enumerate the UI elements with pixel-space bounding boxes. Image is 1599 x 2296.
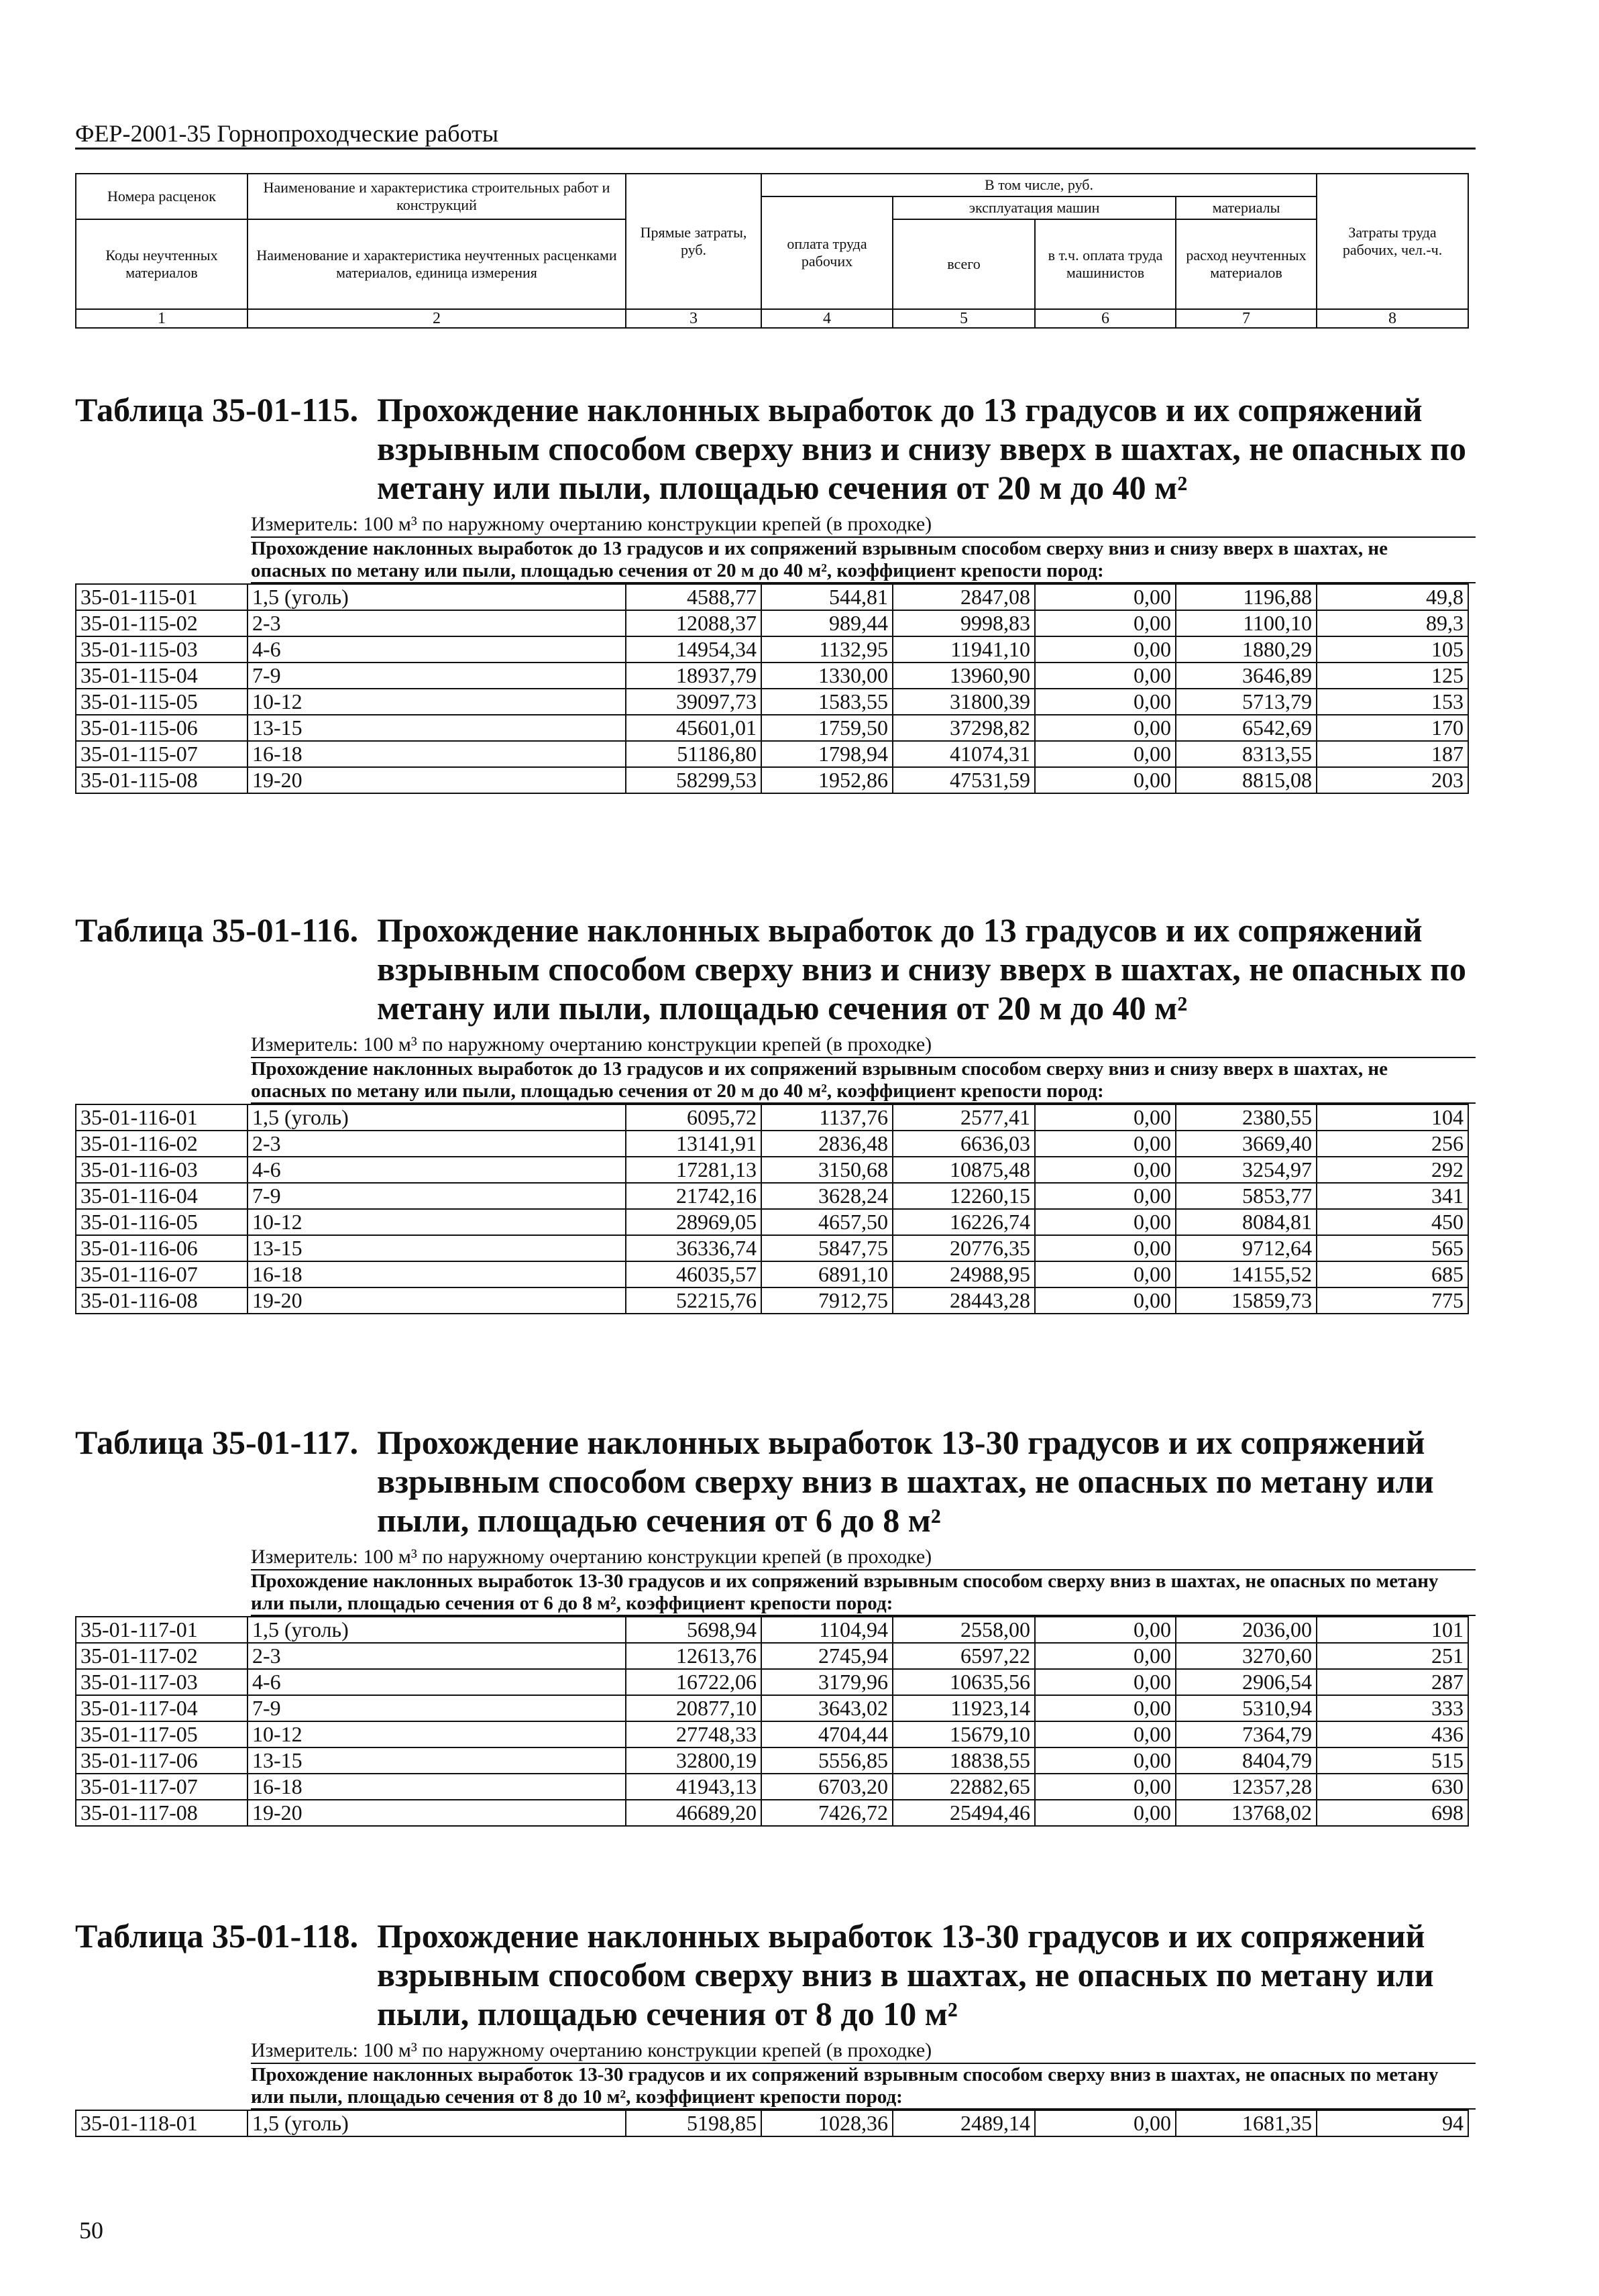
rate-code: 35-01-115-01 [76,584,247,610]
cost-value: 36336,74 [626,1235,761,1261]
cost-value: 1132,95 [761,636,893,663]
cost-value: 10875,48 [893,1157,1035,1183]
cost-value: 21742,16 [626,1183,761,1209]
table-title [75,911,1476,1027]
table-row [76,1131,1468,1157]
cost-value: 46689,20 [626,1800,761,1826]
cost-value: 6095,72 [626,1104,761,1131]
work-description: Прохождение наклонных выработок до 13 градусов и их сопряжений взрывным способом сверху вниз и снизу вверх в шахтах, не опасных по метану или пыли, площадью сечения от 20 м до 40 м², коэффициент крепости пород: [251,1058,1476,1104]
col-num: 6 [1035,309,1176,328]
cost-value: 47531,59 [893,767,1035,793]
rate-code: 35-01-116-07 [76,1261,247,1287]
col-materials: материалы [1176,196,1317,219]
cost-value: 8084,81 [1176,1209,1317,1235]
cost-value: 7912,75 [761,1287,893,1314]
cost-value: 3270,60 [1176,1643,1317,1669]
table-title [75,390,1476,507]
cost-value: 49,8 [1317,584,1468,610]
rate-code: 35-01-117-02 [76,1643,247,1669]
cost-value: 0,00 [1035,1104,1176,1131]
cost-value: 5198,85 [626,2110,761,2136]
table-label: Таблица 35-01-116. [75,911,359,949]
cost-value: 16722,06 [626,1669,761,1695]
cost-value: 3669,40 [1176,1131,1317,1157]
rate-code: 35-01-117-04 [76,1695,247,1721]
col-machines-total: всего [893,219,1035,309]
rock-hardness: 2-3 [247,610,626,636]
cost-value: 16226,74 [893,1209,1035,1235]
cost-value: 7364,79 [1176,1721,1317,1747]
cost-value: 9712,64 [1176,1235,1317,1261]
cost-value: 20877,10 [626,1695,761,1721]
table-row [76,767,1468,793]
rates-table [75,583,1469,794]
cost-value: 1952,86 [761,767,893,793]
col-direct: Прямые затраты, руб. [626,174,761,309]
col-machines-incl: в т.ч. оплата труда машинистов [1035,219,1176,309]
cost-value: 14954,34 [626,636,761,663]
table-row [76,1669,1468,1695]
cost-value: 39097,73 [626,689,761,715]
col-num: 3 [626,309,761,328]
work-description: Прохождение наклонных выработок 13-30 градусов и их сопряжений взрывным способом сверху вниз в шахтах, не опасных по метану или пыли, площадью сечения от 8 до 10 м², коэффициент крепости пород: [251,2064,1476,2110]
cost-value: 17281,13 [626,1157,761,1183]
cost-value: 6703,20 [761,1774,893,1800]
table-label: Таблица 35-01-117. [75,1424,359,1461]
cost-value: 0,00 [1035,1157,1176,1183]
table-label: Таблица 35-01-118. [75,1917,359,1955]
cost-value: 0,00 [1035,1261,1176,1287]
cost-value: 0,00 [1035,741,1176,767]
table-title [75,1423,1476,1540]
cost-value: 187 [1317,741,1468,767]
cost-value: 12613,76 [626,1643,761,1669]
cost-value: 14155,52 [1176,1261,1317,1287]
rate-code: 35-01-118-01 [76,2110,247,2136]
cost-value: 0,00 [1035,1669,1176,1695]
cost-value: 1681,35 [1176,2110,1317,2136]
cost-value: 0,00 [1035,1747,1176,1774]
cost-value: 3646,89 [1176,663,1317,689]
table-row [76,1157,1468,1183]
rock-hardness: 10-12 [247,1209,626,1235]
col-num: 5 [893,309,1035,328]
rate-code: 35-01-116-06 [76,1235,247,1261]
cost-value: 153 [1317,689,1468,715]
page-number: 50 [79,2217,103,2244]
rate-code: 35-01-115-07 [76,741,247,767]
rate-code: 35-01-117-06 [76,1747,247,1774]
cost-value: 22882,65 [893,1774,1035,1800]
cost-value: 4657,50 [761,1209,893,1235]
cost-value: 12357,28 [1176,1774,1317,1800]
cost-value: 436 [1317,1721,1468,1747]
cost-value: 105 [1317,636,1468,663]
measure-unit: Измеритель: 100 м³ по наружному очертанию конструкции крепей (в проходке) [251,1545,1476,1570]
table-label: Таблица 35-01-115. [75,391,359,428]
table-row [76,584,1468,610]
rock-hardness: 7-9 [247,1695,626,1721]
cost-value: 1880,29 [1176,636,1317,663]
cost-value: 2489,14 [893,2110,1035,2136]
cost-value: 251 [1317,1643,1468,1669]
rock-hardness: 13-15 [247,1235,626,1261]
cost-value: 37298,82 [893,715,1035,741]
col-num: 7 [1176,309,1317,328]
work-description: Прохождение наклонных выработок до 13 градусов и их сопряжений взрывным способом сверху вниз и снизу вверх в шахтах, не опасных по метану или пыли, площадью сечения от 20 м до 40 м², коэффициент крепости пород: [251,538,1476,583]
cost-value: 685 [1317,1261,1468,1287]
table-row [76,1800,1468,1826]
cost-value: 450 [1317,1209,1468,1235]
cost-value: 101 [1317,1617,1468,1643]
cost-value: 24988,95 [893,1261,1035,1287]
rock-hardness: 1,5 (уголь) [247,1104,626,1131]
rates-table [75,2110,1469,2137]
rate-code: 35-01-116-08 [76,1287,247,1314]
cost-value: 25494,46 [893,1800,1035,1826]
cost-value: 11923,14 [893,1695,1035,1721]
cost-value: 51186,80 [626,741,761,767]
page-header [75,119,1476,150]
cost-value: 203 [1317,767,1468,793]
cost-value: 104 [1317,1104,1468,1131]
rate-code: 35-01-117-01 [76,1617,247,1643]
cost-value: 0,00 [1035,636,1176,663]
cost-value: 5713,79 [1176,689,1317,715]
cost-value: 27748,33 [626,1721,761,1747]
table-row [76,715,1468,741]
rock-hardness: 2-3 [247,1131,626,1157]
column-header-table [75,173,1469,329]
col-incl: В том числе, руб. [761,174,1317,196]
cost-value: 12088,37 [626,610,761,636]
cost-value: 28969,05 [626,1209,761,1235]
rock-hardness: 2-3 [247,1643,626,1669]
rate-code: 35-01-116-05 [76,1209,247,1235]
cost-value: 5847,75 [761,1235,893,1261]
rate-code: 35-01-117-07 [76,1774,247,1800]
rock-hardness: 19-20 [247,1287,626,1314]
col-num: 4 [761,309,893,328]
cost-value: 6597,22 [893,1643,1035,1669]
cost-value: 13141,91 [626,1131,761,1157]
col-labor-pay: оплата труда рабочих [761,196,893,309]
cost-value: 1028,36 [761,2110,893,2136]
table-title [75,1916,1476,2033]
table-row [76,1721,1468,1747]
col-name-top: Наименование и характеристика строительных работ и конструкций [247,174,626,219]
cost-value: 0,00 [1035,1183,1176,1209]
rate-code: 35-01-115-03 [76,636,247,663]
cost-value: 2847,08 [893,584,1035,610]
table-title-text: Прохождение наклонных выработок до 13 градусов и их сопряжений взрывным способом сверху вниз и снизу вверх в шахтах, не опасных по метану или пыли, площадью сечения от 20 м до 40 м² [377,391,1466,506]
cost-value: 565 [1317,1235,1468,1261]
rate-code: 35-01-116-03 [76,1157,247,1183]
rock-hardness: 4-6 [247,1669,626,1695]
cost-value: 13768,02 [1176,1800,1317,1826]
table-section-116 [75,911,1476,1314]
cost-value: 94 [1317,2110,1468,2136]
cost-value: 5556,85 [761,1747,893,1774]
cost-value: 170 [1317,715,1468,741]
cost-value: 333 [1317,1695,1468,1721]
rock-hardness: 10-12 [247,1721,626,1747]
cost-value: 20776,35 [893,1235,1035,1261]
cost-value: 4588,77 [626,584,761,610]
cost-value: 52215,76 [626,1287,761,1314]
table-row [76,689,1468,715]
cost-value: 31800,39 [893,689,1035,715]
cost-value: 125 [1317,663,1468,689]
rate-code: 35-01-116-01 [76,1104,247,1131]
cost-value: 698 [1317,1800,1468,1826]
col-materials-sub: расход неучтенных материалов [1176,219,1317,309]
rate-code: 35-01-115-05 [76,689,247,715]
cost-value: 32800,19 [626,1747,761,1774]
cost-value: 0,00 [1035,663,1176,689]
rock-hardness: 1,5 (уголь) [247,1617,626,1643]
cost-value: 0,00 [1035,1695,1176,1721]
cost-value: 287 [1317,1669,1468,1695]
cost-value: 2906,54 [1176,1669,1317,1695]
rock-hardness: 7-9 [247,1183,626,1209]
cost-value: 11941,10 [893,636,1035,663]
table-row [76,1209,1468,1235]
col-num: 8 [1317,309,1468,328]
col-codes-bottom: Коды неучтенных материалов [76,219,247,309]
cost-value: 0,00 [1035,715,1176,741]
cost-value: 6636,03 [893,1131,1035,1157]
col-machines: эксплуатация машин [893,196,1176,219]
table-row [76,1747,1468,1774]
cost-value: 2577,41 [893,1104,1035,1131]
cost-value: 0,00 [1035,1721,1176,1747]
cost-value: 2745,94 [761,1643,893,1669]
cost-value: 12260,15 [893,1183,1035,1209]
rock-hardness: 16-18 [247,741,626,767]
cost-value: 46035,57 [626,1261,761,1287]
cost-value: 15859,73 [1176,1287,1317,1314]
cost-value: 0,00 [1035,610,1176,636]
cost-value: 6891,10 [761,1261,893,1287]
cost-value: 0,00 [1035,2110,1176,2136]
table-row [76,1774,1468,1800]
table-row [76,1287,1468,1314]
rate-code: 35-01-115-02 [76,610,247,636]
cost-value: 0,00 [1035,767,1176,793]
cost-value: 341 [1317,1183,1468,1209]
table-row [76,1643,1468,1669]
table-section-115 [75,390,1476,794]
table-row [76,610,1468,636]
rate-code: 35-01-115-08 [76,767,247,793]
cost-value: 515 [1317,1747,1468,1774]
table-title-text: Прохождение наклонных выработок 13-30 градусов и их сопряжений взрывным способом сверху вниз в шахтах, не опасных по метану или пыли, площадью сечения от 6 до 8 м² [377,1424,1434,1539]
col-labor-cost: Затраты труда рабочих, чел.-ч. [1317,174,1468,309]
cost-value: 0,00 [1035,1235,1176,1261]
cost-value: 544,81 [761,584,893,610]
rate-code: 35-01-116-04 [76,1183,247,1209]
cost-value: 2836,48 [761,1131,893,1157]
table-row [76,1617,1468,1643]
rock-hardness: 13-15 [247,715,626,741]
cost-value: 0,00 [1035,584,1176,610]
table-title-text: Прохождение наклонных выработок до 13 градусов и их сопряжений взрывным способом сверху вниз и снизу вверх в шахтах, не опасных по метану или пыли, площадью сечения от 20 м до 40 м² [377,911,1466,1027]
rock-hardness: 19-20 [247,767,626,793]
cost-value: 9998,83 [893,610,1035,636]
cost-value: 1137,76 [761,1104,893,1131]
cost-value: 0,00 [1035,1287,1176,1314]
table-title-text: Прохождение наклонных выработок 13-30 градусов и их сопряжений взрывным способом сверху вниз в шахтах, не опасных по метану или пыли, площадью сечения от 8 до 10 м² [377,1917,1434,2032]
cost-value: 1196,88 [1176,584,1317,610]
rates-table [75,1104,1469,1314]
cost-value: 0,00 [1035,1643,1176,1669]
cost-value: 28443,28 [893,1287,1035,1314]
cost-value: 2558,00 [893,1617,1035,1643]
cost-value: 13960,90 [893,663,1035,689]
cost-value: 18937,79 [626,663,761,689]
rock-hardness: 10-12 [247,689,626,715]
cost-value: 0,00 [1035,1800,1176,1826]
document-title: ФЕР-2001-35 Горнопроходческие работы [75,120,499,147]
table-row [76,636,1468,663]
rate-code: 35-01-115-04 [76,663,247,689]
col-num: 1 [76,309,247,328]
rate-code: 35-01-117-05 [76,1721,247,1747]
rock-hardness: 13-15 [247,1747,626,1774]
cost-value: 1759,50 [761,715,893,741]
cost-value: 256 [1317,1131,1468,1157]
table-row [76,1104,1468,1131]
rate-code: 35-01-117-08 [76,1800,247,1826]
rate-code: 35-01-116-02 [76,1131,247,1157]
cost-value: 1330,00 [761,663,893,689]
table-section-117 [75,1423,1476,1827]
table-row [76,1261,1468,1287]
cost-value: 5698,94 [626,1617,761,1643]
cost-value: 1104,94 [761,1617,893,1643]
table-row [76,741,1468,767]
cost-value: 8815,08 [1176,767,1317,793]
cost-value: 989,44 [761,610,893,636]
cost-value: 7426,72 [761,1800,893,1826]
cost-value: 2380,55 [1176,1104,1317,1131]
cost-value: 6542,69 [1176,715,1317,741]
cost-value: 3643,02 [761,1695,893,1721]
rates-table [75,1616,1469,1827]
col-num: 2 [247,309,626,328]
rock-hardness: 1,5 (уголь) [247,2110,626,2136]
cost-value: 1798,94 [761,741,893,767]
col-name-bottom: Наименование и характеристика неучтенных расценками материалов, единица измерения [247,219,626,309]
cost-value: 5310,94 [1176,1695,1317,1721]
rate-code: 35-01-115-06 [76,715,247,741]
cost-value: 15679,10 [893,1721,1035,1747]
cost-value: 41074,31 [893,741,1035,767]
table-row [76,663,1468,689]
cost-value: 0,00 [1035,1617,1176,1643]
cost-value: 58299,53 [626,767,761,793]
cost-value: 41943,13 [626,1774,761,1800]
rock-hardness: 1,5 (уголь) [247,584,626,610]
cost-value: 3254,97 [1176,1157,1317,1183]
table-section-118 [75,1916,1476,2137]
rock-hardness: 7-9 [247,663,626,689]
cost-value: 4704,44 [761,1721,893,1747]
cost-value: 89,3 [1317,610,1468,636]
table-row [76,2110,1468,2136]
cost-value: 630 [1317,1774,1468,1800]
measure-unit: Измеритель: 100 м³ по наружному очертанию конструкции крепей (в проходке) [251,1033,1476,1058]
rock-hardness: 16-18 [247,1774,626,1800]
table-row [76,1695,1468,1721]
table-row [76,1183,1468,1209]
cost-value: 292 [1317,1157,1468,1183]
rock-hardness: 16-18 [247,1261,626,1287]
rock-hardness: 4-6 [247,636,626,663]
cost-value: 3628,24 [761,1183,893,1209]
cost-value: 0,00 [1035,1131,1176,1157]
cost-value: 2036,00 [1176,1617,1317,1643]
rate-code: 35-01-117-03 [76,1669,247,1695]
cost-value: 775 [1317,1287,1468,1314]
cost-value: 45601,01 [626,715,761,741]
cost-value: 8313,55 [1176,741,1317,767]
cost-value: 5853,77 [1176,1183,1317,1209]
rock-hardness: 4-6 [247,1157,626,1183]
table-row [76,1235,1468,1261]
measure-unit: Измеритель: 100 м³ по наружному очертанию конструкции крепей (в проходке) [251,512,1476,538]
cost-value: 0,00 [1035,1774,1176,1800]
cost-value: 0,00 [1035,689,1176,715]
cost-value: 0,00 [1035,1209,1176,1235]
cost-value: 18838,55 [893,1747,1035,1774]
cost-value: 8404,79 [1176,1747,1317,1774]
cost-value: 10635,56 [893,1669,1035,1695]
cost-value: 1583,55 [761,689,893,715]
col-codes-top: Номера расценок [76,174,247,219]
rock-hardness: 19-20 [247,1800,626,1826]
measure-unit: Измеритель: 100 м³ по наружному очертанию конструкции крепей (в проходке) [251,2039,1476,2064]
cost-value: 1100,10 [1176,610,1317,636]
work-description: Прохождение наклонных выработок 13-30 градусов и их сопряжений взрывным способом сверху вниз в шахтах, не опасных по метану или пыли, площадью сечения от 6 до 8 м², коэффициент крепости пород: [251,1570,1476,1616]
cost-value: 3179,96 [761,1669,893,1695]
cost-value: 3150,68 [761,1157,893,1183]
